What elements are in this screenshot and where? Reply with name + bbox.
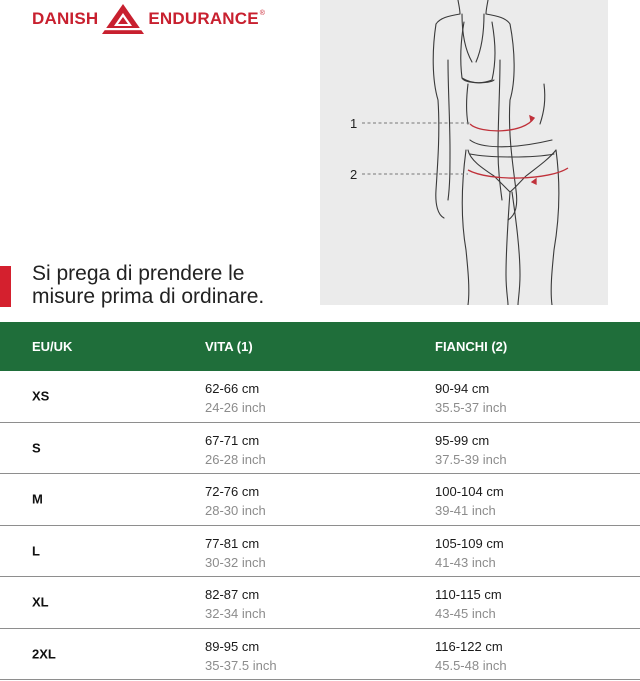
waist-inch: 26-28 inch — [205, 451, 266, 467]
size-label: M — [32, 491, 43, 507]
table-row — [0, 577, 640, 629]
body-outline-icon — [320, 0, 608, 305]
table-row — [0, 629, 640, 681]
size-table — [0, 322, 640, 680]
waist-cell — [205, 379, 266, 417]
hips-cm: 90-94 cm — [435, 381, 490, 396]
waist-cell — [205, 431, 266, 469]
hips-inch: 43-45 inch — [435, 606, 496, 621]
brand-name-right: ENDURANCE — [148, 9, 259, 28]
brand-logo — [32, 4, 265, 34]
intro-line-1: Si prega di prendere le — [32, 262, 245, 285]
header-waist: VITA (1) — [205, 339, 253, 354]
hips-cell — [435, 534, 504, 572]
hips-cell — [435, 637, 507, 675]
hips-inch: 45.5-48 inch — [435, 657, 507, 673]
hips-cell — [435, 482, 504, 520]
waist-inch: 24-26 inch — [205, 400, 266, 415]
size-label: S — [32, 440, 41, 456]
header-size: EU/UK — [32, 339, 73, 354]
marker-2: 2 — [350, 167, 358, 182]
intro-text — [32, 262, 312, 308]
hips-cell — [435, 585, 502, 623]
hips-cm: 100-104 cm — [435, 484, 504, 499]
hips-inch: 37.5-39 inch — [435, 451, 507, 467]
waist-cm: 82-87 cm — [205, 587, 260, 602]
table-header — [0, 322, 640, 371]
waist-inch: 30-32 inch — [205, 554, 266, 570]
table-row — [0, 423, 640, 475]
waist-cell — [205, 637, 277, 675]
waist-cell — [205, 534, 266, 572]
accent-bar — [0, 266, 11, 307]
hips-cell — [435, 431, 507, 469]
size-label: XS — [32, 388, 50, 404]
waist-cm: 67-71 cm — [205, 432, 260, 448]
table-row — [0, 371, 640, 423]
mountain-logo-icon — [102, 4, 144, 34]
hips-cm: 116-122 cm — [435, 638, 503, 654]
size-label: XL — [32, 594, 49, 610]
registered-mark: ® — [259, 10, 265, 17]
waist-cell — [205, 482, 266, 520]
header-hips: FIANCHI (2) — [435, 339, 508, 354]
measurement-figure — [320, 0, 608, 305]
size-label: L — [32, 543, 40, 559]
hips-cm: 110-115 cm — [435, 587, 502, 602]
hips-inch: 39-41 inch — [435, 503, 496, 518]
waist-cell — [205, 585, 266, 623]
table-row — [0, 526, 640, 578]
hips-cm: 95-99 cm — [435, 432, 490, 448]
waist-inch: 35-37.5 inch — [205, 657, 277, 673]
waist-cm: 72-76 cm — [205, 484, 260, 499]
size-label: 2XL — [32, 646, 56, 662]
marker-1: 1 — [350, 116, 358, 131]
waist-inch: 32-34 inch — [205, 606, 266, 621]
waist-cm: 62-66 cm — [205, 381, 260, 396]
table-row — [0, 474, 640, 526]
hips-cm: 105-109 cm — [435, 535, 504, 551]
hips-cell — [435, 379, 507, 417]
hips-inch: 35.5-37 inch — [435, 400, 507, 415]
hips-inch: 41-43 inch — [435, 554, 496, 570]
waist-cm: 77-81 cm — [205, 535, 260, 551]
waist-inch: 28-30 inch — [205, 503, 266, 518]
intro-line-2: misure prima di ordinare. — [32, 285, 265, 308]
waist-cm: 89-95 cm — [205, 638, 260, 654]
brand-name-left: DANISH — [32, 9, 99, 28]
